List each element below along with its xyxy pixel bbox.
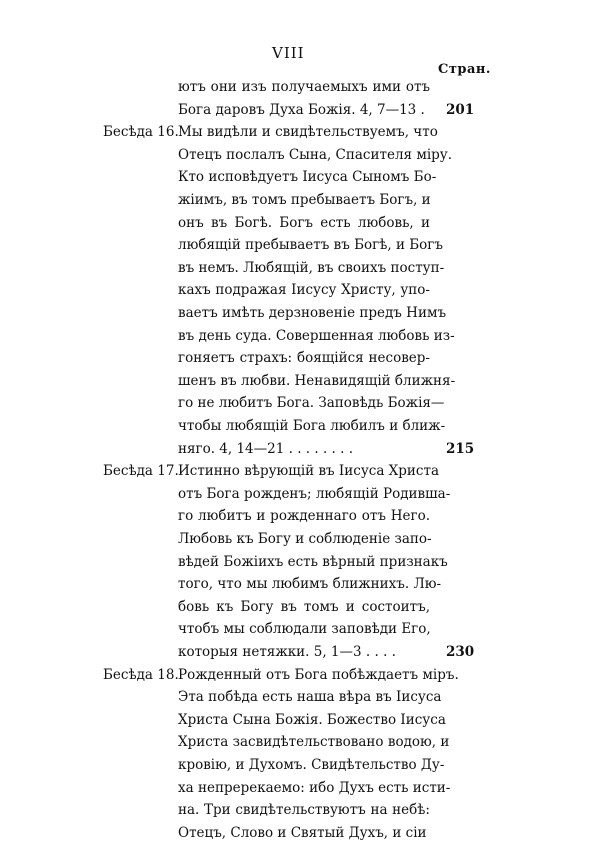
entry-text-line: Отецъ, Слово и Святый Духъ, и сіи <box>178 824 427 841</box>
entry-text-line: Рожденный отъ Бога побѣждаетъ міръ. <box>178 666 459 683</box>
entry-text-line: жіимъ, въ томъ пребываетъ Богъ, и <box>178 192 431 208</box>
entry-text-line: кровію, и Духомъ. Свидѣтельство Ду- <box>178 757 445 773</box>
entry-page-number: 215 <box>446 440 475 457</box>
entry-text-line: того, что мы любимъ ближнихъ. Лю- <box>178 576 442 593</box>
entry-text-line: Отецъ послалъ Сына, Спасителя міру. <box>178 146 453 163</box>
entry-text-line: кахъ подражая Іисусу Христу, упо- <box>178 282 430 299</box>
entry-text-line: Христа Сына Божія. Божество Іисуса <box>178 711 446 728</box>
entry-text-line: чтобы любящій Бога любилъ и ближ- <box>178 418 446 434</box>
entry-text-line: Эта побѣда есть наша вѣра въ Іисуса <box>178 689 442 706</box>
entry-text-line: Кто исповѣдуетъ Іисуса Сыномъ Бо- <box>178 169 437 186</box>
entry-label: Бесѣда 16. <box>103 124 179 141</box>
entry-text-line: онъ въ Богѣ. Богъ есть любовь, и <box>178 214 430 231</box>
entry-text-line: Любовь къ Богу и соблюденіе запо- <box>178 531 432 547</box>
entry-text-line: гоняетъ страхъ: боящійся несовер- <box>178 350 430 367</box>
entry-label: Бесѣда 18. <box>103 666 179 683</box>
entry-text-line: Истинно вѣрующій въ Іисуса Христа <box>178 463 439 480</box>
entry-text-line: чтобъ мы соблюдали заповѣди Его, <box>178 621 431 638</box>
entry-text-line: няго. 4, 14—21 . . . . . . . . <box>178 440 353 457</box>
entry-text-line: бовь къ Богу въ томъ и состоитъ, <box>178 598 430 615</box>
entry-page-number: 230 <box>446 644 475 660</box>
entry-text-line: на. Три свидѣтельствуютъ на небѣ: <box>178 802 430 819</box>
entry-text-line: ваетъ имѣть дерзновеніе предъ Нимъ <box>178 305 447 321</box>
entry-text-line: Христа засвидѣтельствовано водою, и <box>178 734 450 751</box>
entry-label: Бесѣда 17. <box>103 463 179 480</box>
entry-text-line: го любитъ и рожденнаго отъ Него. <box>178 508 430 525</box>
entry-text-line: шенъ въ любви. Ненавидящій ближня- <box>178 372 456 389</box>
entry-text-line: ютъ они изъ получаемыхъ ими отъ <box>178 79 430 95</box>
entry-text-line: вѣдей Божіихъ есть вѣрный признакъ <box>178 553 448 570</box>
entry-text-line: которыя нетяжки. 5, 1—3 . . . . <box>178 644 396 660</box>
entry-text-line: любящій пребываетъ въ Богѣ, и Богъ <box>178 237 443 254</box>
entry-text-line: ха непререкаемо: ибо Духъ есть исти- <box>178 779 451 796</box>
entry-text-line: Бога даровъ Духа Божія. 4, 7—13 . <box>178 101 425 118</box>
entry-text-line: Мы видѣли и свидѣтельствуемъ, что <box>178 124 438 141</box>
page-column-heading: Стран. <box>438 62 491 77</box>
entry-text-line: въ немъ. Любящій, въ своихъ поступ- <box>178 259 445 276</box>
entry-text-line: го не любитъ Бога. Заповѣдь Божія— <box>178 395 445 412</box>
entry-page-number: 201 <box>446 101 475 118</box>
entry-text-line: отъ Бога рожденъ; любящій Родивша- <box>178 485 451 502</box>
entry-text-line: въ день суда. Совершенная любовь из- <box>178 327 455 344</box>
page-number: VIII <box>272 44 305 62</box>
